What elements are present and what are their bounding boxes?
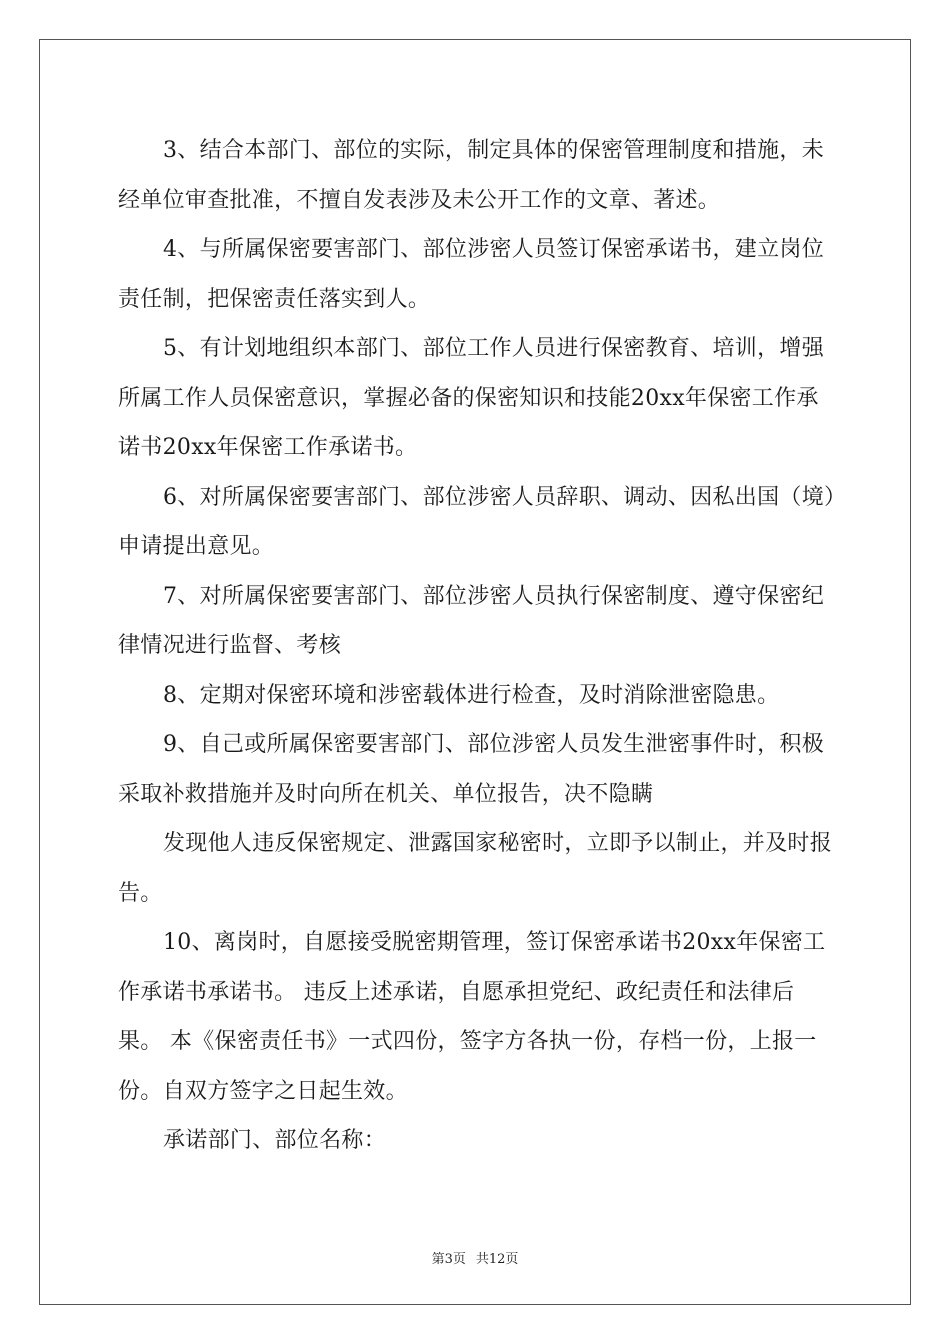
- page-number: 第3页: [431, 1252, 466, 1267]
- page-total: 共12页: [475, 1252, 519, 1267]
- paragraph-report-violation: 发现他人违反保密规定、泄露国家秘密时，立即予以制止，并及时报告。: [118, 831, 833, 906]
- paragraph-item-9: 9、自己或所属保密要害部门、部位涉密人员发生泄密事件时，积极采取补救措施并及时向所在机关、单位报告，决不隐瞒: [118, 732, 824, 807]
- paragraph-item-6: 6、对所属保密要害部门、部位涉密人员辞职、调动、因私出国（境）申请提出意见。: [118, 484, 836, 559]
- paragraph-item-10: 10、离岗时，自愿接受脱密期管理，签订保密承诺书20xx年保密工作承诺书承诺书。 违反上述承诺，自愿承担党纪、政纪责任和法律后果。 本《保密责任书》一式四份，签字方各执一份，存档一份，上报一份。自双方签字之日起生效。: [118, 930, 826, 1104]
- page-footer: [0, 1248, 950, 1267]
- paragraph-item-4: 4、与所属保密要害部门、部位涉密人员签订保密承诺书，建立岗位责任制，把保密责任落实到人。: [118, 237, 824, 312]
- paragraph-item-5: 5、有计划地组织本部门、部位工作人员进行保密教育、培训，增强所属工作人员保密意识，掌握必备的保密知识和技能20xx年保密工作承诺书20xx年保密工作承诺书。: [118, 336, 824, 460]
- paragraph-item-7: 7、对所属保密要害部门、部位涉密人员执行保密制度、遵守保密纪律情况进行监督、考核: [118, 583, 824, 658]
- paragraph-item-3: 3、结合本部门、部位的实际，制定具体的保密管理制度和措施，未经单位审查批准，不擅自发表涉及未公开工作的文章、著述。: [118, 138, 824, 213]
- document-body: [118, 126, 838, 1166]
- signature-department-label: 承诺部门、部位名称：: [163, 1128, 387, 1153]
- paragraph-item-8: 8、定期对保密环境和涉密载体进行检查，及时消除泄密隐患。: [163, 682, 780, 708]
